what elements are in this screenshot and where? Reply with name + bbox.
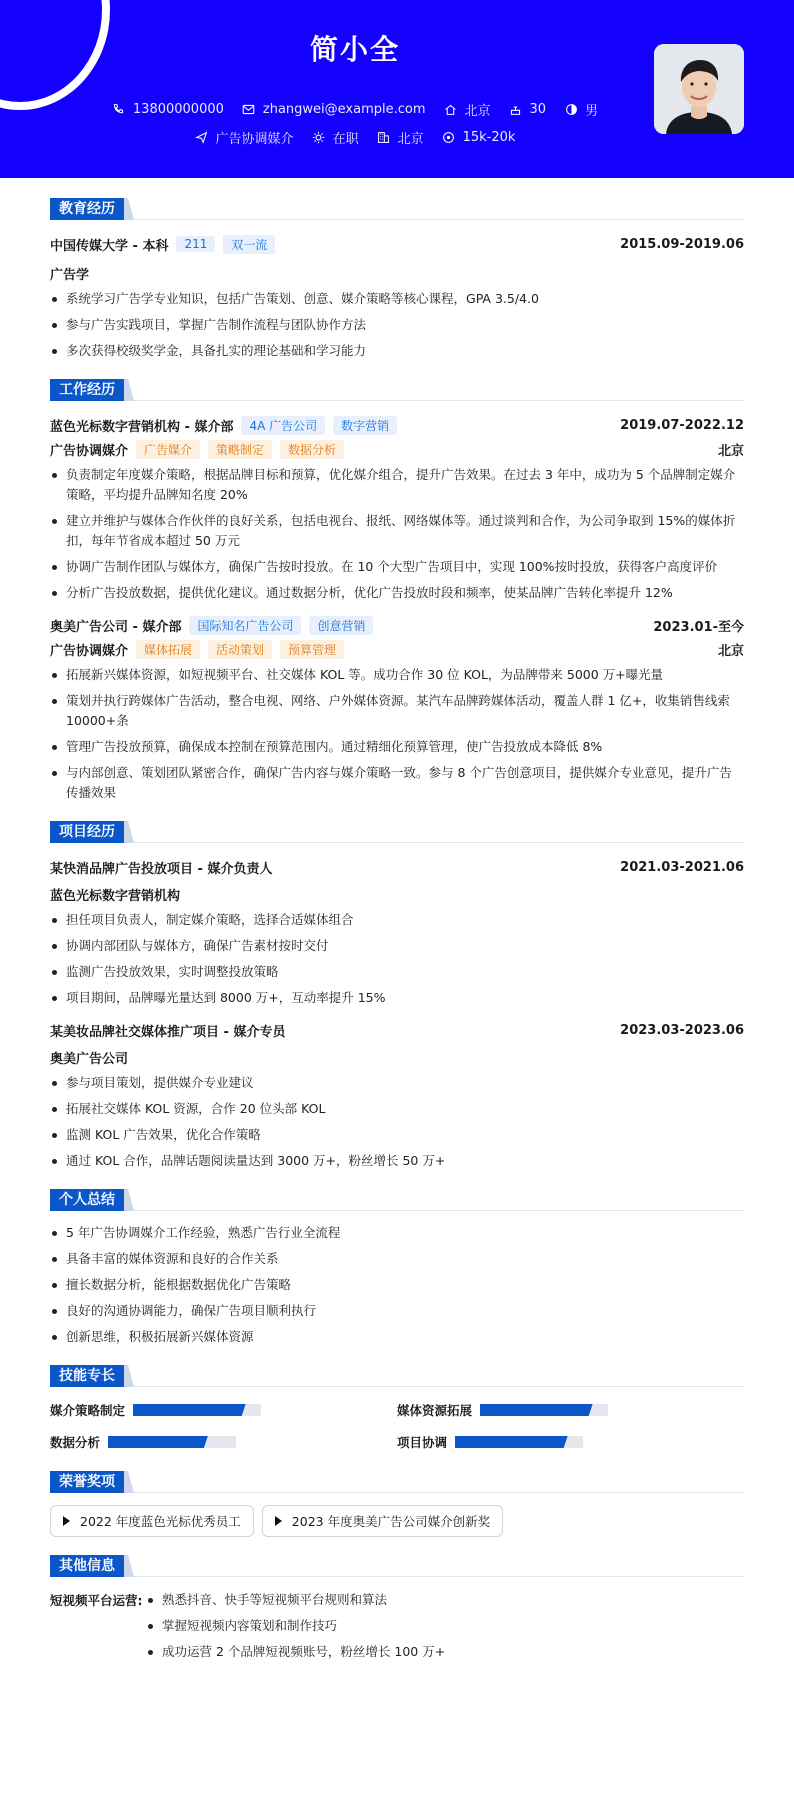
skill-bar-fill [455,1436,568,1448]
list-item: 项目期间，品牌曝光量达到 8000 万+，互动率提升 15% [50,988,744,1008]
major: 广告学 [50,268,90,283]
company-tag: 数字营销 [333,416,397,435]
phone-text: 13800000000 [132,102,224,117]
list-item: 协调广告制作团队与媒体方，确保广告按时投放。在 10 个大型广告项目中，实现 100%按时投放，获得客户高度评价 [50,557,744,577]
project-name: 某快消品牌广告投放项目 - 媒介负责人 [50,861,273,877]
triangle-icon [275,1516,282,1526]
school-name: 中国传媒大学 - 本科 [50,238,169,254]
skill-item [397,1399,744,1421]
list-item: 成功运营 2 个品牌短视频账号，粉丝增长 100 万+ [146,1642,445,1662]
contact-row-2 [0,128,710,147]
honors-section [50,1471,744,1537]
age-text: 30 [529,102,547,117]
education-title: 教育经历 [50,198,124,220]
age-icon [509,103,523,117]
education-section [50,198,744,361]
projects-title: 项目经历 [50,821,124,843]
skills-title: 技能专长 [50,1365,124,1387]
company-tag: 国际知名广告公司 [189,616,301,635]
list-item: 擅长数据分析，能根据数据优化广告策略 [50,1275,744,1295]
company-name: 奥美广告公司 - 媒介部 [50,619,182,635]
contact-email [242,102,426,117]
status-icon [312,131,326,145]
list-item: 管理广告投放预算，确保成本控制在预算范围内。通过精细化预算管理，使广告投放成本降低 8% [50,737,744,757]
projects-section [50,821,744,1171]
job-entry [50,413,744,603]
mail-icon [242,103,256,117]
project-org: 奥美广告公司 [50,1052,129,1067]
honor-item [50,1505,254,1537]
summary-section [50,1189,744,1347]
project-org: 蓝色光标数字营销机构 [50,889,181,904]
list-item: 拓展新兴媒体资源，如短视频平台、社交媒体 KOL 等。成功合作 30 位 KOL，为品牌带来 5000 万+曝光量 [50,665,744,685]
candidate-name: 简小全 [309,33,400,66]
company-name: 蓝色光标数字营销机构 - 媒介部 [50,419,234,435]
other-section [50,1555,744,1668]
salary-icon [442,131,456,145]
list-item: 良好的沟通协调能力，确保广告项目顺利执行 [50,1301,744,1321]
triangle-icon [63,1516,70,1526]
job-intent [195,128,294,147]
job-intent-text: 广告协调媒介 [215,132,294,147]
list-item: 策划并执行跨媒体广告活动，整合电视、网络、户外媒体资源。某汽车品牌跨媒体活动，覆盖人群 1 亿+，收集销售线索 10000+条 [50,691,744,731]
send-icon [195,131,209,145]
skill-tag: 预算管理 [280,640,344,659]
job-location: 北京 [717,443,744,459]
salary-text: 15k-20k [462,130,516,145]
job-position: 广告协调媒介 [50,443,129,459]
list-item: 与内部创意、策划团队紧密合作，确保广告内容与媒介策略一致。参与 8 个广告创意项目，提供媒介专业意见，提升广告传播效果 [50,763,744,803]
email-text: zhangwei@example.com [262,102,426,117]
list-item: 掌握短视频内容策划和制作技巧 [146,1616,445,1636]
gender-icon [564,103,578,117]
city-text: 北京 [464,104,491,119]
contact-phone [112,102,224,117]
contact-age [509,102,547,117]
skill-item [50,1399,397,1421]
skill-bar [455,1436,583,1448]
list-item: 建立并维护与媒体合作伙伴的良好关系，包括电视台、报纸、网络媒体等。通过谈判和合作，为公司争取到 15%的媒体折扣，每年节省成本超过 50 万元 [50,511,744,551]
list-item: 负责制定年度媒介策略，根据品牌目标和预算，优化媒介组合，提升广告效果。在过去 3 年中，成功为 5 个品牌制定媒介策略，平均提升品牌知名度 20% [50,465,744,505]
skills-section [50,1365,744,1453]
school-tag: 211 [176,236,215,252]
school-tag: 双一流 [223,235,275,254]
building-icon [377,131,391,145]
skill-tag: 活动策划 [208,640,272,659]
other-label: 短视频平台运营: [50,1593,143,1608]
skill-bar-fill [108,1436,208,1448]
contact-city [444,100,491,119]
list-item: 具备丰富的媒体资源和良好的合作关系 [50,1249,744,1269]
list-item: 5 年广告协调媒介工作经验，熟悉广告行业全流程 [50,1223,744,1243]
job-entry [50,613,744,803]
job-date: 2023.01-至今 [653,619,744,635]
list-item: 监测 KOL 广告效果，优化合作策略 [50,1125,744,1145]
education-date: 2015.09-2019.06 [620,236,744,252]
skill-label: 媒介策略制定 [50,1403,126,1418]
skill-label: 数据分析 [50,1435,101,1450]
skill-tag: 广告媒介 [136,440,200,459]
skill-bar-fill [133,1404,246,1416]
list-item: 多次获得校级奖学金，具备扎实的理论基础和学习能力 [50,341,744,361]
skill-tag: 策略制定 [208,440,272,459]
list-item: 担任项目负责人，制定媒介策略，选择合适媒体组合 [50,910,744,930]
company-tag: 创意营销 [309,616,373,635]
job-position: 广告协调媒介 [50,643,129,659]
honors-title: 荣誉奖项 [50,1471,124,1493]
skill-item [50,1431,397,1453]
contact-row-1 [0,100,710,119]
project-entry [50,1018,744,1171]
gender-text: 男 [585,104,599,119]
company-tag: 4A 广告公司 [241,416,325,435]
work-section [50,379,744,803]
project-name: 某美妆品牌社交媒体推广项目 - 媒介专员 [50,1024,286,1040]
list-item: 参与广告实践项目，掌握广告制作流程与团队协作方法 [50,315,744,335]
list-item: 拓展社交媒体 KOL 资源，合作 20 位头部 KOL [50,1099,744,1119]
list-item: 监测广告投放效果，实时调整投放策略 [50,962,744,982]
job-status [312,128,359,147]
skill-bar [108,1436,236,1448]
project-entry [50,855,744,1008]
list-item: 通过 KOL 合作，品牌话题阅读量达到 3000 万+，粉丝增长 50 万+ [50,1151,744,1171]
skill-bar [480,1404,608,1416]
work-title: 工作经历 [50,379,124,401]
home-icon [444,103,458,117]
job-location: 北京 [717,643,744,659]
honor-text: 2022 年度蓝色光标优秀员工 [80,1514,241,1529]
honor-item [262,1505,503,1537]
list-item: 分析广告投放数据，提供优化建议。通过数据分析，优化广告投放时段和频率，使某品牌广告转化率提升 12% [50,583,744,603]
project-date: 2023.03-2023.06 [620,1022,744,1038]
target-city [377,128,424,147]
target-city-text: 北京 [397,132,424,147]
skill-tag: 数据分析 [280,440,344,459]
project-date: 2021.03-2021.06 [620,859,744,875]
skill-label: 媒体资源拓展 [397,1403,473,1418]
contact-gender [564,100,598,119]
other-title: 其他信息 [50,1555,124,1577]
skill-bar-fill [480,1404,593,1416]
skill-tag: 媒体拓展 [136,640,200,659]
avatar [654,44,744,134]
skill-label: 项目协调 [397,1435,448,1450]
list-item: 熟悉抖音、快手等短视频平台规则和算法 [146,1590,445,1610]
expected-salary [442,130,516,145]
list-item: 协调内部团队与媒体方，确保广告素材按时交付 [50,936,744,956]
list-item: 创新思维，积极拓展新兴媒体资源 [50,1327,744,1347]
honor-text: 2023 年度奥美广告公司媒介创新奖 [291,1514,491,1529]
skill-bar [133,1404,261,1416]
list-item: 系统学习广告学专业知识，包括广告策划、创意、媒介策略等核心课程，GPA 3.5/4.0 [50,289,744,309]
job-status-text: 在职 [332,132,359,147]
list-item: 参与项目策划，提供媒介专业建议 [50,1073,744,1093]
job-date: 2019.07-2022.12 [620,417,744,433]
skill-item [397,1431,744,1453]
summary-title: 个人总结 [50,1189,124,1211]
resume-header [0,0,794,178]
phone-icon [112,103,126,117]
